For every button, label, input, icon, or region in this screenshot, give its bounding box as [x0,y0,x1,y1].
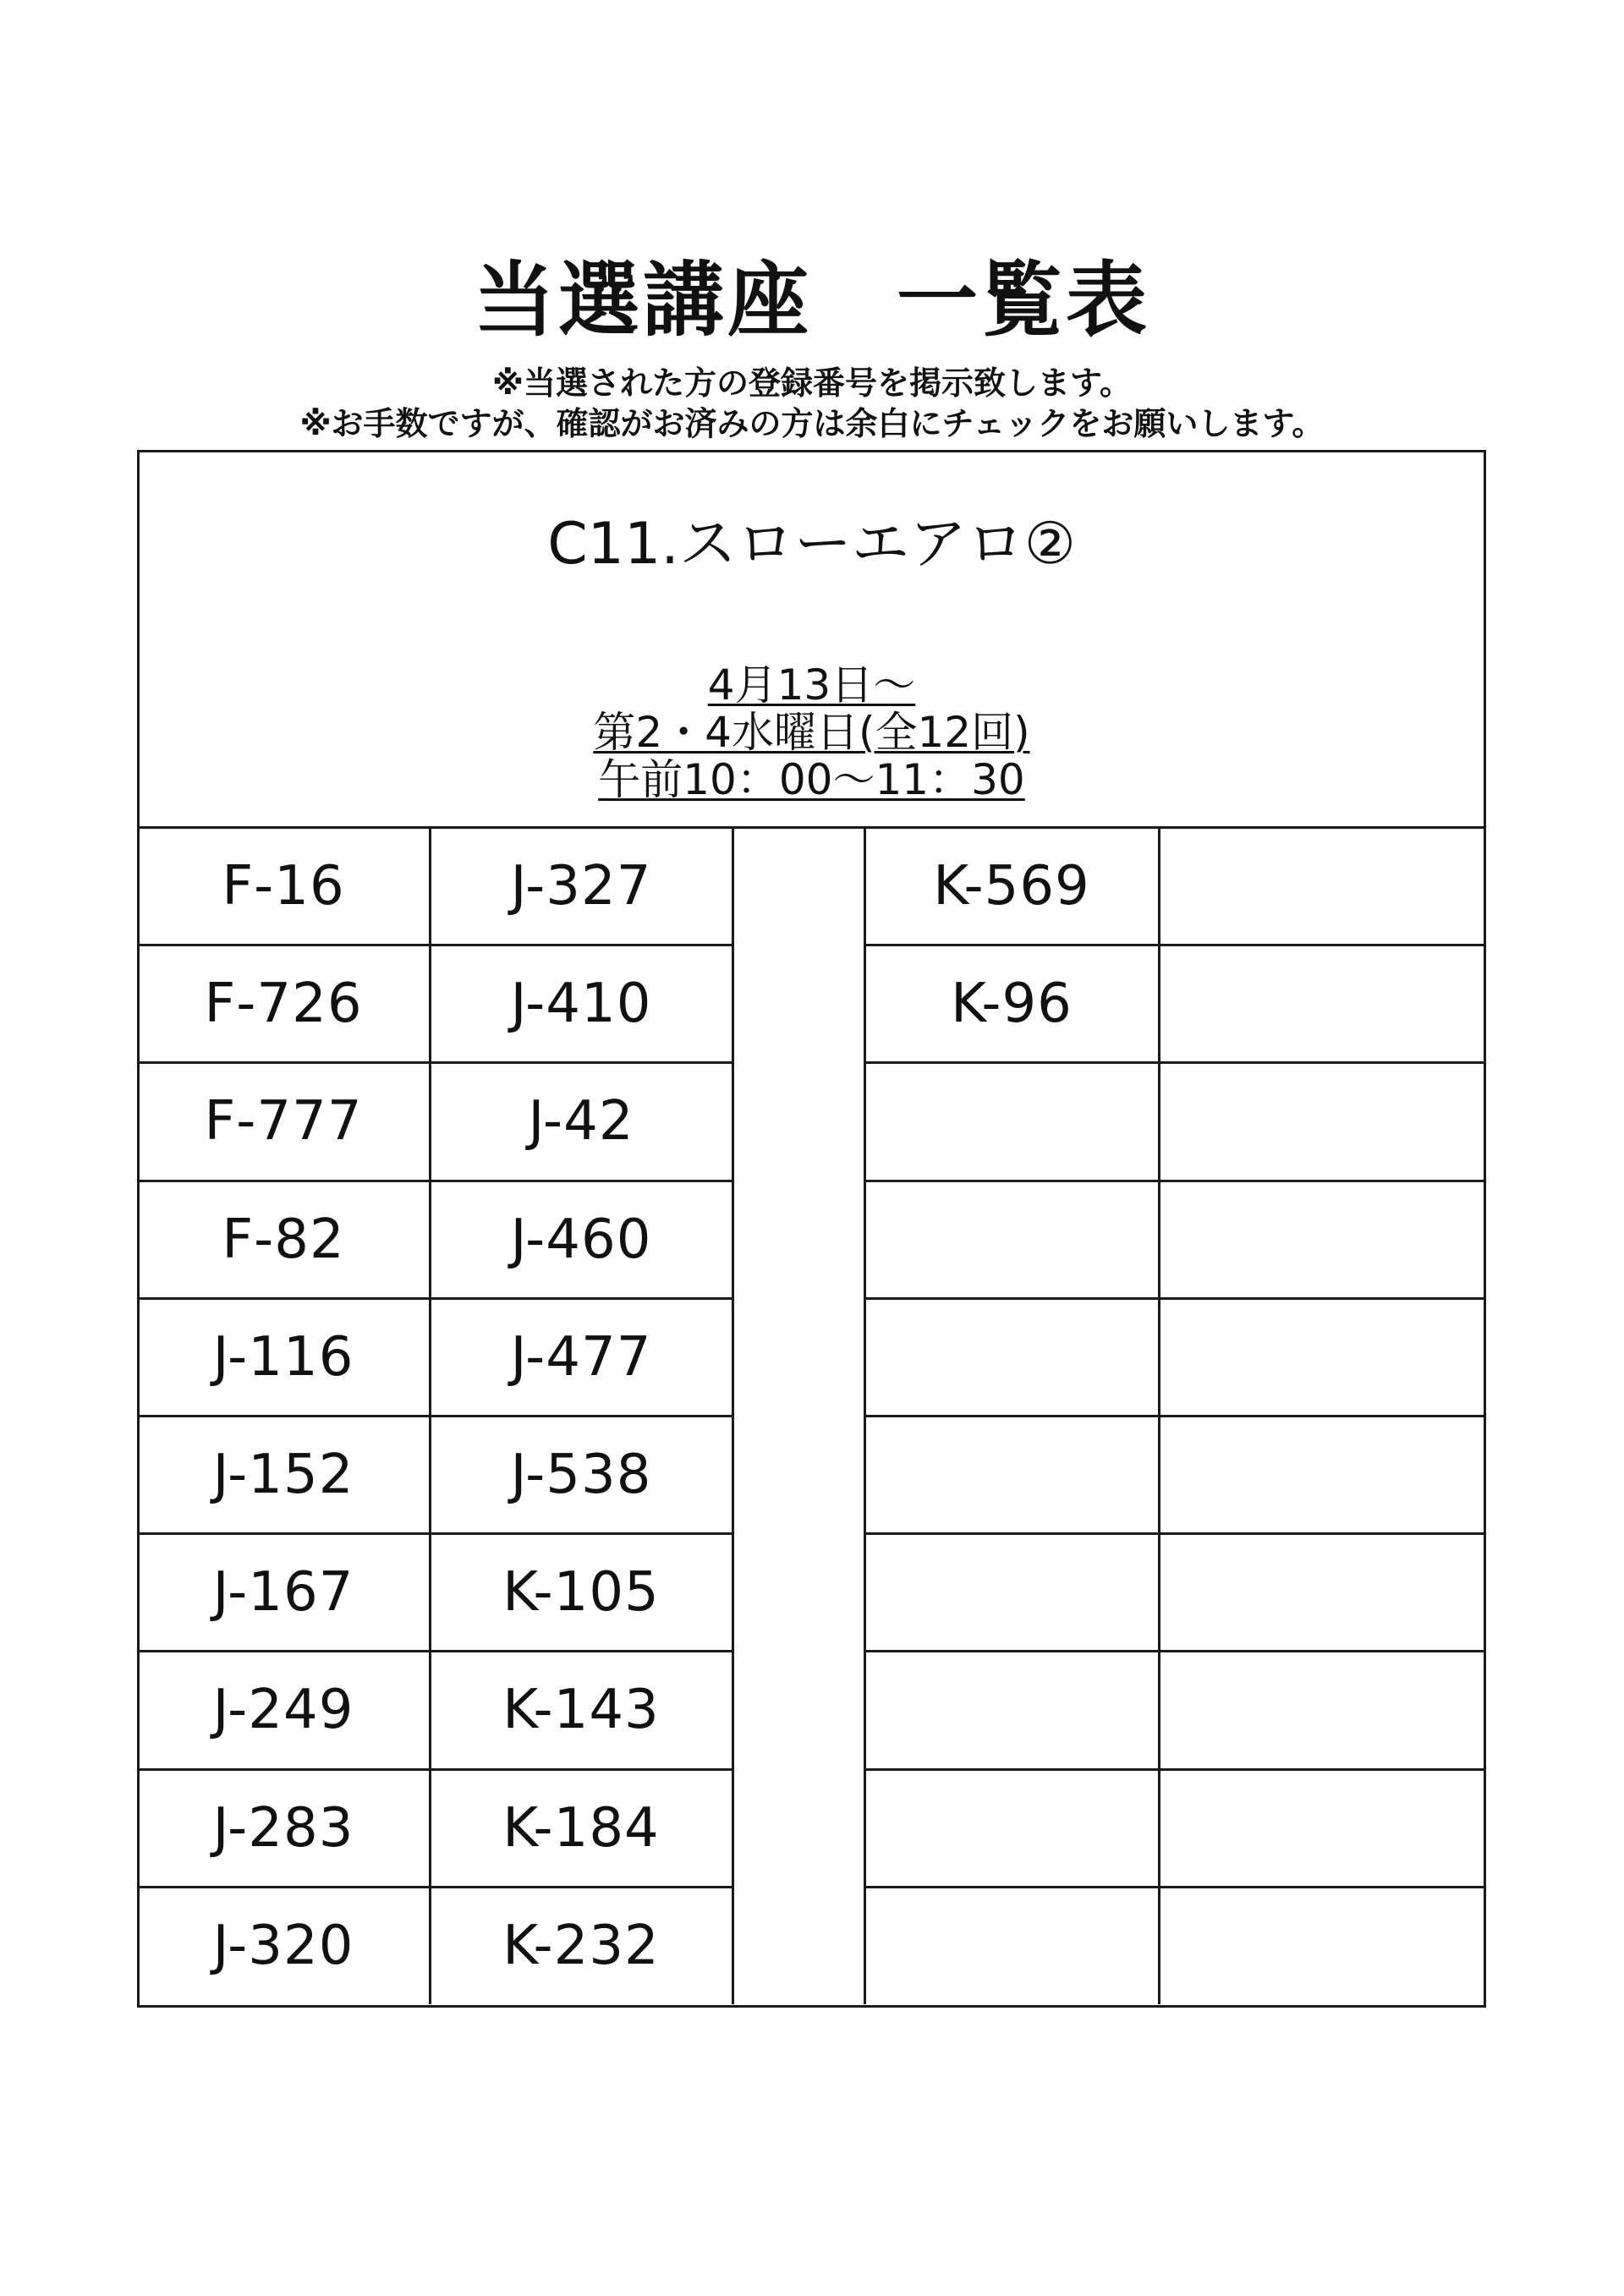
registration-number-cell [1159,1416,1486,1533]
registration-number-cell: J-477 [510,1325,652,1389]
registration-number-cell [1159,1887,1486,2004]
registration-number-cell: K-569 [933,854,1090,918]
schedule-days: 第2・4水曜日(全12回) [593,708,1030,757]
registration-number-cell: J-152 [212,1443,354,1506]
registration-number-cell [864,1181,1159,1298]
registration-number-cell: K-184 [502,1796,660,1860]
registration-number-cell [1159,1062,1486,1180]
schedule-start-date: 4月13日～ [707,660,916,710]
registration-number-cell [1159,1769,1486,1887]
registration-number-cell: K-96 [951,972,1073,1035]
registration-number-cell: K-143 [502,1678,660,1741]
registration-number-cell: J-460 [510,1208,652,1271]
registration-number-cell: J-116 [212,1325,354,1389]
registration-number-cell: K-232 [502,1914,660,1977]
registration-number-cell: J-283 [212,1796,354,1860]
course-header [137,450,1486,829]
registration-number-cell [864,1298,1159,1416]
registration-number-cell: F-777 [204,1089,363,1153]
registration-number-cell: F-726 [204,972,363,1035]
registration-number-cell: F-82 [222,1208,345,1271]
registration-number-cell [1159,1298,1486,1416]
registration-number-cell: J-410 [510,972,652,1035]
registration-number-cell [864,1769,1159,1887]
note-posting: ※当選された方の登録番号を掲示致します。 [492,364,1132,402]
page-title: 当選講座 一覧表 [474,253,1150,348]
registration-number-cell [1159,1533,1486,1651]
course-name: C11.スローエアロ② [547,511,1076,578]
registration-number-cell [864,1533,1159,1651]
registration-number-cell [1159,827,1486,945]
registration-number-cell [1159,945,1486,1062]
registration-number-cell: J-42 [528,1089,634,1153]
registration-number-cell: F-16 [222,854,345,918]
registration-number-cell: J-327 [510,854,652,918]
registration-number-cell [864,1062,1159,1180]
schedule-time: 午前10：00～11：30 [598,755,1025,804]
registration-number-cell [864,1887,1159,2004]
registration-number-cell [864,1416,1159,1533]
registration-number-cell: K-105 [502,1560,660,1624]
registration-number-cell: J-538 [510,1443,652,1506]
note-check-request: ※お手数ですが、確認がお済みの方は余白にチェックをお願いします。 [299,405,1325,442]
registration-number-cell [864,1651,1159,1768]
registration-number-cell [1159,1181,1486,1298]
registration-number-cell: J-167 [212,1560,354,1624]
registration-number-cell: J-249 [212,1678,354,1741]
registration-number-cell [1159,1651,1486,1768]
registration-number-cell: J-320 [212,1914,354,1977]
